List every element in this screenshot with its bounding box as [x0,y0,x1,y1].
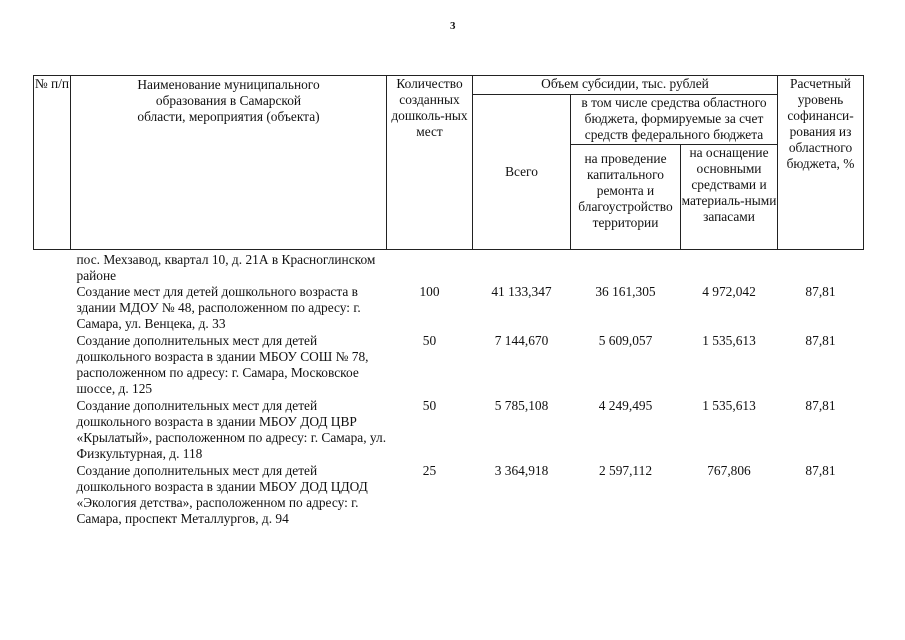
page-number: 3 [450,20,456,32]
table-row [34,332,864,397]
continuation-text: пос. Мехзавод, квартал 10, д. 21А в Красноглинском районе [76,252,376,283]
row-name: Создание мест для детей дошкольного возраста в здании МДОУ № 48, расположенном по адресу: г. Самара, ул. Венцека, д. 33 [76,284,361,331]
header-equip: на оснащение основными средствами и материаль-ными запасами [681,145,778,250]
table-row [34,397,864,462]
row-name: Создание дополнительных мест для детей дошкольного возраста в здании МБОУ СОШ № 78, расположенном по адресу: г. Самара, Московское шоссе, д. 125 [76,333,369,396]
row-rate: 87,81 [805,463,836,478]
header-subsidy: Объем субсидии, тыс. рублей [473,76,778,95]
row-repair: 2 597,112 [598,463,653,478]
row-total: 3 364,918 [494,463,549,478]
header-number: № п/п [34,76,71,250]
header-rate: Расчетный уровень софинанси-рования из областного бюджета, % [778,76,864,250]
row-equip: 767,806 [707,463,751,478]
row-equip: 1 535,613 [702,398,756,413]
row-equip: 1 535,613 [702,333,756,348]
row-repair: 4 249,495 [598,398,653,413]
row-rate: 87,81 [805,284,836,299]
row-count: 25 [422,463,437,478]
row-name: Создание дополнительных мест для детей дошкольного возраста в здании МБОУ ДОД ЦВР «Крылатый», расположенном по адресу: г. Самара, ул. Физкультурная, д. 118 [76,398,387,461]
row-count: 50 [422,333,437,348]
row-total: 5 785,108 [494,398,549,413]
header-total: Всего [473,95,571,250]
row-total: 41 133,347 [491,284,552,299]
row-repair: 5 609,057 [598,333,653,348]
row-rate: 87,81 [805,398,836,413]
row-rate: 87,81 [805,333,836,348]
table-row [34,284,864,332]
row-repair: 36 161,305 [595,284,656,299]
row-name: Создание дополнительных мест для детей дошкольного возраста в здании МБОУ ДОД ЦДОД «Экология детства», расположенном по адресу: г. Самара, проспект Металлургов, д. 94 [76,463,368,526]
header-repair: на проведение капитального ремонта и благоустройство территории [571,145,681,250]
row-equip: 4 972,042 [702,284,756,299]
header-federal: в том числе средства областного бюджета, формируемые за счет средств федерального бюджета [571,95,778,145]
row-count: 100 [419,284,440,299]
row-count: 50 [422,398,437,413]
header-name: Наименование муниципального образования в Самарской области, мероприятия (объекта) [71,76,387,250]
subsidy-table [33,75,864,527]
row-total: 7 144,670 [494,333,549,348]
table-row [34,462,864,527]
header-count: Количество созданных дошколь-ных мест [387,76,473,250]
table-row [34,250,864,285]
